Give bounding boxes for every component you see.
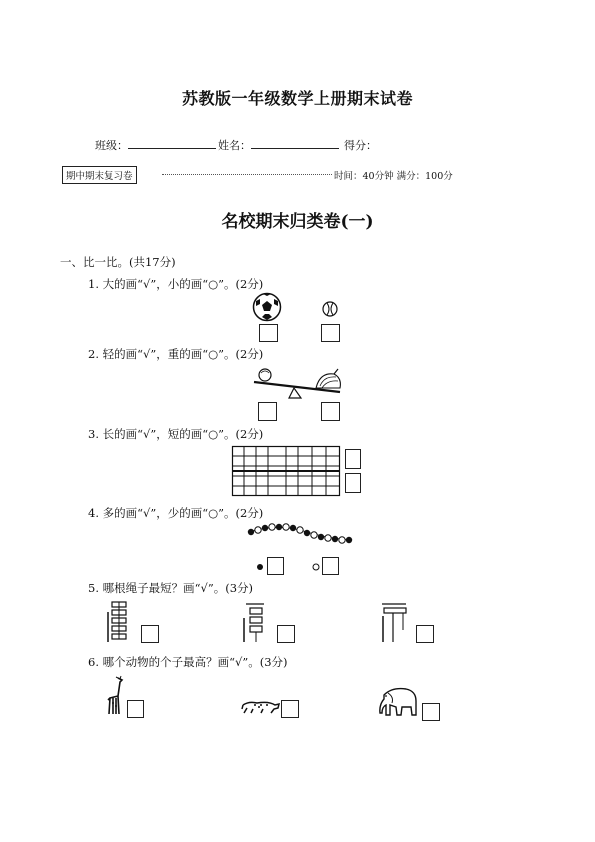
page-title: 苏教版一年级数学上册期末试卷 [181,89,413,108]
time-info: 时间：40分钟 满分：100分 [334,171,453,182]
seesaw-icon [250,364,348,404]
question-2: 2. 轻的画“√”，重的画“○”。(2分) [88,347,264,361]
answer-box-leopard[interactable] [281,700,299,718]
name-label: 姓名： [218,139,251,152]
question-6: 6. 哪个动物的个子最高？画“√”。(3分) [88,655,288,669]
leopard-icon [241,697,281,717]
score-field [344,137,377,153]
name-field [218,137,339,153]
section-heading: 一、比一比。(共17分) [60,255,176,269]
class-field [95,137,216,153]
review-tag: 期中期末复习卷 [62,166,137,184]
answer-box-rope-3[interactable] [416,625,434,643]
question-4: 4. 多的画“√”，少的画“○”。(2分) [88,506,264,520]
single-white-bead-icon [312,563,320,571]
elephant-icon [378,685,420,719]
answer-box-elephant[interactable] [422,703,440,721]
rope-2-icon [240,598,270,644]
class-label: 班级： [95,139,128,152]
soccer-ball-icon [252,292,282,322]
answer-box-few[interactable] [322,557,339,575]
question-3: 3. 长的画“√”，短的画“○”。(2分) [88,427,264,441]
question-5: 5. 哪根绳子最短？画“√”。(3分) [88,581,254,595]
class-blank[interactable] [128,138,216,149]
bead-string-icon [245,520,355,548]
answer-box-heavy[interactable] [321,402,340,421]
giraffe-icon [104,676,126,718]
exam-subtitle: 名校期末归类卷(一) [221,212,374,232]
answer-box-long[interactable] [345,449,361,469]
answer-box-short[interactable] [345,473,361,493]
answer-box-tennis[interactable] [321,324,340,342]
answer-box-giraffe[interactable] [127,700,144,718]
question-1: 1. 大的画“√”，小的画“○”。(2分) [88,277,264,291]
rope-1-icon [106,598,136,644]
answer-box-many[interactable] [267,557,284,575]
dotted-divider [162,174,332,175]
answer-box-soccer[interactable] [259,324,278,342]
rope-3-icon [378,598,412,644]
answer-box-light[interactable] [258,402,277,421]
answer-box-rope-1[interactable] [141,625,159,643]
length-grid-icon [232,446,340,496]
single-black-bead-icon [256,563,264,571]
answer-box-rope-2[interactable] [277,625,295,643]
tennis-ball-icon [322,301,338,317]
score-label: 得分： [344,139,377,152]
name-blank[interactable] [251,138,339,149]
